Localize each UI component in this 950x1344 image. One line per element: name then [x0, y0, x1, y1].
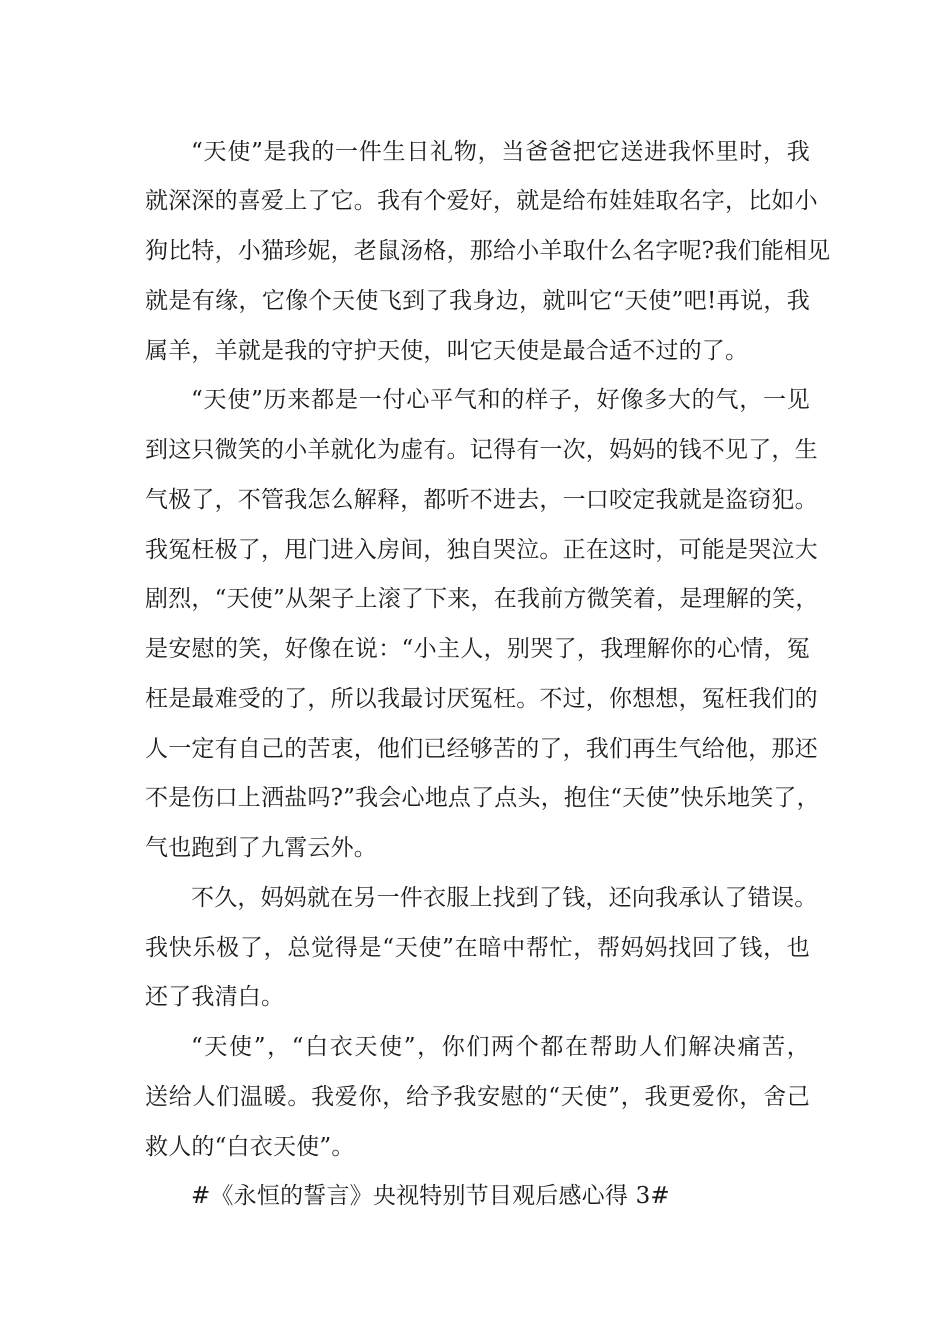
paragraph-3-line-1: 不久，妈妈就在另一件衣服上找到了钱，还向我承认了错误。	[191, 885, 818, 911]
paragraph-4-line-3: 救人的“白衣天使”。	[145, 1134, 355, 1160]
paragraph-2-line-5: 剧烈，“天使”从架子上滚了下来，在我前方微笑着，是理解的笑，	[145, 586, 819, 612]
paragraph-1-line-5: 属羊，羊就是我的守护天使，叫它天使是最合适不过的了。	[145, 338, 749, 364]
paragraph-1-line-2: 就深深的喜爱上了它。我有个爱好，就是给布娃娃取名字，比如小	[145, 188, 818, 214]
paragraph-4-line-1: “天使”，“白衣天使”，你们两个都在帮助人们解决痛苦，	[191, 1034, 810, 1060]
paragraph-2-line-3: 气极了，不管我怎么解释，都听不进去，一口咬定我就是盗窃犯。	[145, 487, 818, 513]
paragraph-3-line-3: 还了我清白。	[145, 984, 285, 1010]
paragraph-2-line-7: 枉是最难受的了，所以我最讨厌冤枉。不过，你想想，冤枉我们的	[145, 686, 818, 712]
paragraph-2-line-1: “天使”历来都是一付心平气和的样子，好像多大的气，一见	[191, 387, 810, 413]
paragraph-2-line-10: 气也跑到了九霄云外。	[145, 835, 377, 861]
paragraph-2-line-9: 不是伤口上洒盐吗?”我会心地点了点头，抱住“天使”快乐地笑了，	[145, 785, 820, 811]
section-heading: #《永恒的誓言》央视特别节目观后感心得 3#	[191, 1183, 670, 1209]
paragraph-2-line-2: 到这只微笑的小羊就化为虚有。记得有一次，妈妈的钱不见了，生	[145, 437, 818, 463]
paragraph-4-line-2: 送给人们温暖。我爱你，给予我安慰的“天使”，我更爱你，舍己	[145, 1084, 810, 1110]
paragraph-2-line-8: 人一定有自己的苦衷，他们已经够苦的了，我们再生气给他，那还	[145, 736, 818, 762]
paragraph-2-line-4: 我冤枉极了，甩门进入房间，独自哭泣。正在这时，可能是哭泣大	[145, 537, 818, 563]
paragraph-1-line-4: 就是有缘，它像个天使飞到了我身边，就叫它“天使”吧!再说，我	[145, 288, 810, 314]
paragraph-1-line-1: “天使”是我的一件生日礼物，当爸爸把它送进我怀里时，我	[191, 139, 810, 165]
paragraph-3-line-2: 我快乐极了，总觉得是“天使”在暗中帮忙，帮妈妈找回了钱，也	[145, 935, 810, 961]
paragraph-2-line-6: 是安慰的笑，好像在说：“小主人，别哭了，我理解你的心情，冤	[145, 636, 810, 662]
paragraph-1-line-3: 狗比特，小猫珍妮，老鼠汤格，那给小羊取什么名字呢?我们能相见	[145, 238, 831, 264]
